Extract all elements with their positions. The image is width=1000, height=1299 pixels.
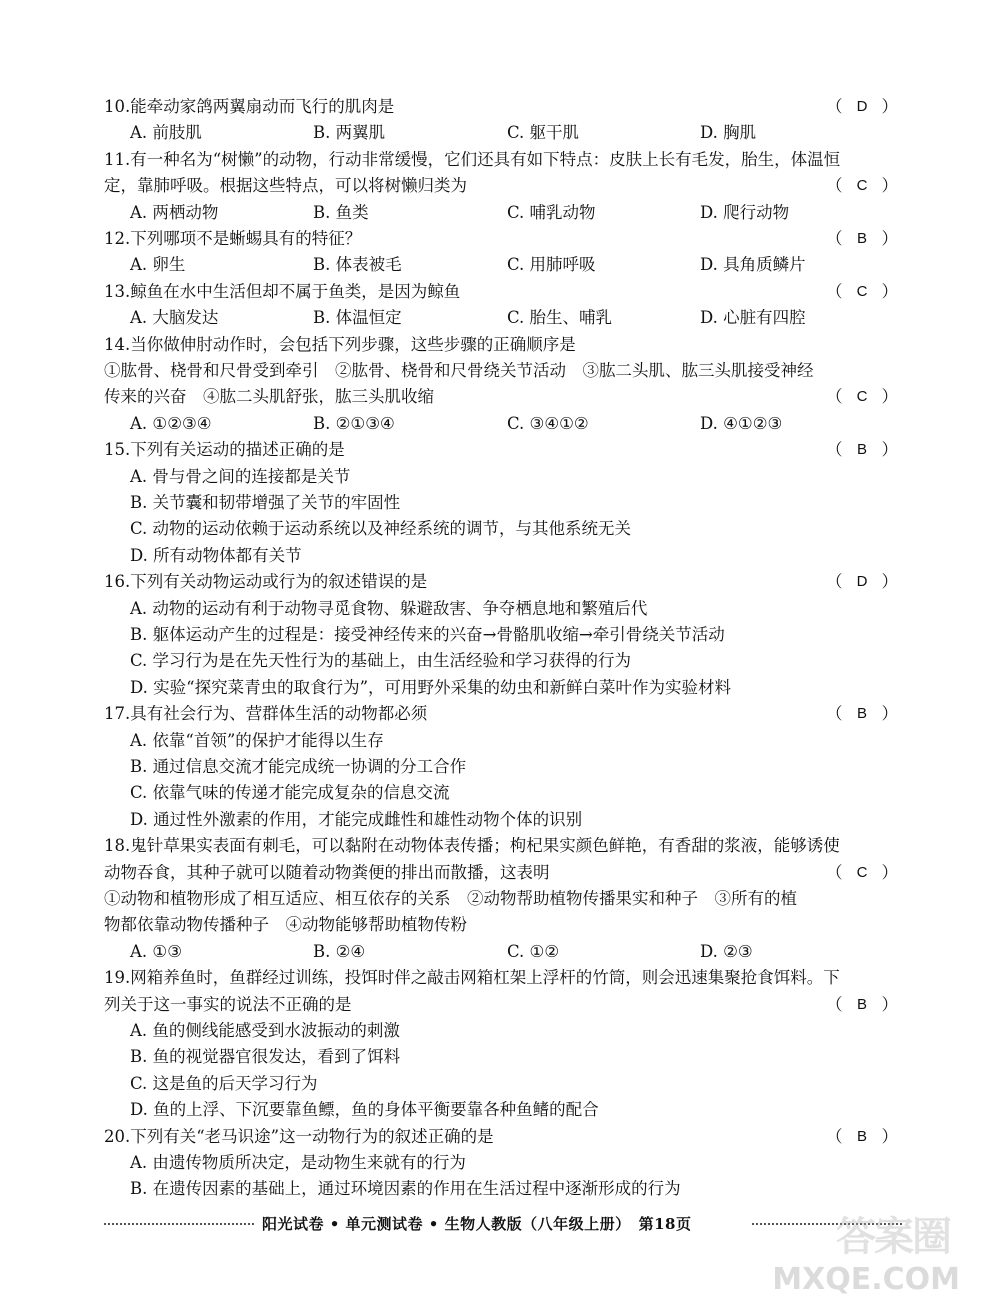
answer-letter: B — [856, 441, 867, 459]
question-text: 13.鲸鱼在水中生活但却不属于鱼类，是因为鲸鱼 — [104, 281, 461, 301]
answer-close: ） — [881, 862, 898, 882]
option-a: A. 由遗传物质所决定，是动物生来就有的行为 — [130, 1153, 466, 1172]
question-text: 物都依靠动物传播种子 ④动物能够帮助植物传粉 — [104, 915, 467, 935]
option-row — [0, 939, 1000, 965]
answer-bracket — [826, 701, 898, 727]
option-a: A. ①③ — [130, 941, 182, 961]
question-stem — [0, 226, 1000, 252]
option-line — [0, 516, 1000, 542]
answer-open: （ — [826, 862, 843, 882]
answer-letter: C — [856, 177, 868, 195]
answer-bracket — [826, 1124, 898, 1150]
option-a: A. 两栖动物 — [130, 202, 219, 222]
option-c: C. ③④①② — [507, 413, 589, 433]
option-line — [0, 648, 1000, 674]
option-a: A. 骨与骨之间的连接都是关节 — [130, 466, 351, 486]
question-stem — [0, 332, 1000, 358]
option-line — [0, 728, 1000, 754]
option-line — [0, 754, 1000, 780]
question-stem — [0, 965, 1000, 991]
question-text: ①动物和植物形成了相互适应、相互依存的关系 ②动物帮助植物传播果实和种子 ③所有的植 — [104, 889, 797, 908]
answer-bracket — [826, 860, 898, 886]
answer-open: （ — [826, 229, 843, 248]
option-b: B. 鱼类 — [313, 202, 369, 222]
option-line — [0, 596, 1000, 622]
option-d: D. 爬行动物 — [700, 202, 790, 222]
answer-bracket — [826, 279, 898, 305]
option-d: D. 所有动物体都有关节 — [130, 545, 302, 565]
option-b: B. 两翼肌 — [313, 123, 386, 143]
option-a: A. 动物的运动有利于动物寻觅食物、躲避敌害、争夺栖息地和繁殖后代 — [130, 598, 648, 618]
answer-close: ） — [881, 1126, 898, 1146]
question-stem — [0, 701, 1000, 727]
option-line — [0, 622, 1000, 648]
question-text: 17.具有社会行为、营群体生活的动物都必须 — [104, 704, 428, 724]
option-a: A. 大脑发达 — [130, 308, 219, 328]
answer-close: ） — [881, 97, 898, 116]
option-row — [0, 305, 1000, 331]
question-text: 传来的兴奋 ④肱二头肌舒张，肱三头肌收缩 — [104, 387, 434, 407]
option-row — [0, 120, 1000, 146]
answer-open: （ — [826, 97, 843, 116]
option-b: B. 躯体运动产生的过程是：接受神经传来的兴奋→骨骼肌收缩→牵引骨绕关节活动 — [130, 625, 725, 644]
question-text: 18.鬼针草果实表面有刺毛，可以黏附在动物体表传播；枸杞果实颜色鲜艳，有香甜的浆液，能够诱使 — [104, 836, 840, 856]
answer-close: ） — [881, 176, 898, 196]
answer-close: ） — [881, 994, 898, 1014]
question-stem-continuation — [0, 358, 1000, 384]
answer-close: ） — [881, 440, 898, 460]
answer-open: （ — [826, 704, 843, 724]
option-line — [0, 1150, 1000, 1176]
answer-letter: C — [856, 282, 868, 300]
answer-open: （ — [826, 440, 843, 460]
answer-open: （ — [826, 994, 843, 1014]
option-b: B. 通过信息交流才能完成统一协调的分工合作 — [130, 757, 467, 776]
question-stem-continuation — [0, 173, 1000, 199]
option-c: C. 这是鱼的后天学习行为 — [130, 1073, 318, 1093]
question-stem-continuation — [0, 912, 1000, 938]
option-line — [0, 543, 1000, 569]
answer-open: （ — [826, 1126, 843, 1146]
question-stem — [0, 437, 1000, 463]
answer-bracket — [826, 226, 898, 252]
answer-close: ） — [881, 281, 898, 301]
question-text: 15.下列有关运动的描述正确的是 — [104, 440, 345, 460]
option-a: A. 卵生 — [130, 255, 186, 275]
option-c: C. 学习行为是在先天性行为的基础上，由生活经验和学习获得的行为 — [130, 651, 632, 671]
option-c: C. 动物的运动依赖于运动系统以及神经系统的调节，与其他系统无关 — [130, 519, 632, 539]
answer-bracket — [826, 173, 898, 199]
question-stem — [0, 833, 1000, 859]
answer-close: ） — [881, 387, 898, 407]
option-line — [0, 1044, 1000, 1070]
option-c: C. 哺乳动物 — [507, 202, 596, 222]
answer-bracket — [826, 94, 898, 120]
answer-letter: B — [856, 1127, 867, 1145]
answer-bracket — [826, 992, 898, 1018]
question-text: 19.网箱养鱼时，鱼群经过训练，投饵时伴之敲击网箱杠架上浮杆的竹筒，则会迅速集聚抢食饵料。下 — [104, 968, 840, 988]
question-stem — [0, 569, 1000, 595]
question-text: 动物吞食，其种子就可以随着动物粪便的排出而散播，这表明 — [104, 862, 550, 882]
question-text: 12.下列哪项不是蜥蜴具有的特征？ — [104, 229, 362, 248]
option-b: B. 体温恒定 — [313, 308, 402, 328]
answer-letter: D — [856, 573, 868, 591]
option-a: A. 前肢肌 — [130, 123, 202, 143]
question-text: 列关于这一事实的说法不正确的是 — [104, 994, 352, 1014]
answer-letter: D — [856, 98, 868, 115]
option-line — [0, 807, 1000, 833]
option-d: D. ②③ — [700, 941, 753, 961]
question-text: ①肱骨、桡骨和尺骨受到牵引 ②肱骨、桡骨和尺骨绕关节活动 ③肱二头肌、肱三头肌接受神经 — [104, 361, 814, 380]
answer-letter: B — [856, 705, 867, 723]
option-a: A. ①②③④ — [130, 413, 212, 433]
option-c: C. 躯干肌 — [507, 123, 580, 143]
answer-open: （ — [826, 387, 843, 407]
option-line — [0, 1071, 1000, 1097]
question-stem-continuation — [0, 886, 1000, 912]
option-c: C. 依靠气味的传递才能完成复杂的信息交流 — [130, 783, 450, 803]
watermark — [770, 1205, 960, 1297]
option-row — [0, 200, 1000, 226]
option-b: B. ②①③④ — [313, 413, 395, 433]
question-stem-continuation — [0, 860, 1000, 886]
footer-text: 阳光试卷 • 单元测试卷 • 生物人教版（八年级上册） 第18页 — [262, 1215, 692, 1233]
question-stem — [0, 279, 1000, 305]
answer-open: （ — [826, 281, 843, 301]
answer-letter: B — [856, 230, 867, 247]
question-text: 16.下列有关动物运动或行为的叙述错误的是 — [104, 572, 428, 592]
watermark-text: MXQE.COM — [772, 1262, 960, 1297]
option-d: D. 心脏有四腔 — [700, 308, 806, 328]
answer-open: （ — [826, 572, 843, 592]
option-line — [0, 1176, 1000, 1202]
option-line — [0, 675, 1000, 701]
question-text: 11.有一种名为“树懒”的动物，行动非常缓慢，它们还具有如下特点：皮肤上长有毛发，胎生，体温恒 — [104, 149, 841, 169]
option-b: B. 鱼的视觉器官很发达，看到了饵料 — [130, 1047, 401, 1067]
option-line — [0, 1097, 1000, 1123]
question-stem — [0, 94, 1000, 120]
question-text: 定，靠肺呼吸。根据这些特点，可以将树懒归类为 — [104, 176, 467, 196]
option-line — [0, 464, 1000, 490]
option-d: D. 实验“探究菜青虫的取食行为”，可用野外采集的幼虫和新鲜白菜叶作为实验材料 — [130, 677, 732, 697]
answer-letter: C — [856, 863, 868, 881]
question-text: 10.能牵动家鸽两翼扇动而飞行的肌肉是 — [104, 97, 395, 116]
answer-bracket — [826, 384, 898, 410]
option-line — [0, 1018, 1000, 1044]
question-stem-continuation — [0, 384, 1000, 410]
answer-bracket — [826, 569, 898, 595]
answer-letter: C — [856, 388, 868, 406]
option-line — [0, 780, 1000, 806]
option-c: C. ①② — [507, 941, 560, 961]
option-a: A. 鱼的侧线能感受到水波振动的刺激 — [130, 1021, 400, 1040]
answer-close: ） — [881, 229, 898, 248]
option-a: A. 依靠“首领”的保护才能得以生存 — [130, 730, 384, 750]
option-b: B. 在遗传因素的基础上，通过环境因素的作用在生活过程中逐渐形成的行为 — [130, 1179, 681, 1199]
question-stem-continuation — [0, 992, 1000, 1018]
option-c: C. 胎生、哺乳 — [507, 308, 613, 328]
answer-open: （ — [826, 176, 843, 196]
watermark-mark: 答案圈 — [836, 1214, 950, 1260]
answer-letter: B — [856, 995, 867, 1013]
option-row — [0, 411, 1000, 437]
question-text: 20.下列有关“老马识途”这一动物行为的叙述正确的是 — [104, 1126, 494, 1146]
footer-divider-left — [104, 1223, 254, 1225]
option-d: D. 胸肌 — [700, 123, 757, 143]
answer-bracket — [826, 437, 898, 463]
answer-close: ） — [881, 572, 898, 592]
option-b: B. ②④ — [313, 941, 366, 961]
option-d: D. 鱼的上浮、下沉要靠鱼鳔，鱼的身体平衡要靠各种鱼鳍的配合 — [130, 1100, 599, 1120]
question-text: 14.当你做伸肘动作时，会包括下列步骤，这些步骤的正确顺序是 — [104, 334, 576, 354]
question-stem — [0, 1124, 1000, 1150]
question-stem — [0, 147, 1000, 173]
option-d: D. ④①②③ — [700, 413, 783, 433]
option-c: C. 用肺呼吸 — [507, 255, 596, 275]
option-b: B. 体表被毛 — [313, 255, 402, 275]
option-b: B. 关节囊和韧带增强了关节的牢固性 — [130, 493, 401, 512]
option-d: D. 具角质鳞片 — [700, 255, 806, 275]
option-line — [0, 490, 1000, 516]
option-d: D. 通过性外激素的作用，才能完成雌性和雄性动物个体的识别 — [130, 809, 583, 829]
option-row — [0, 252, 1000, 278]
answer-close: ） — [881, 704, 898, 724]
